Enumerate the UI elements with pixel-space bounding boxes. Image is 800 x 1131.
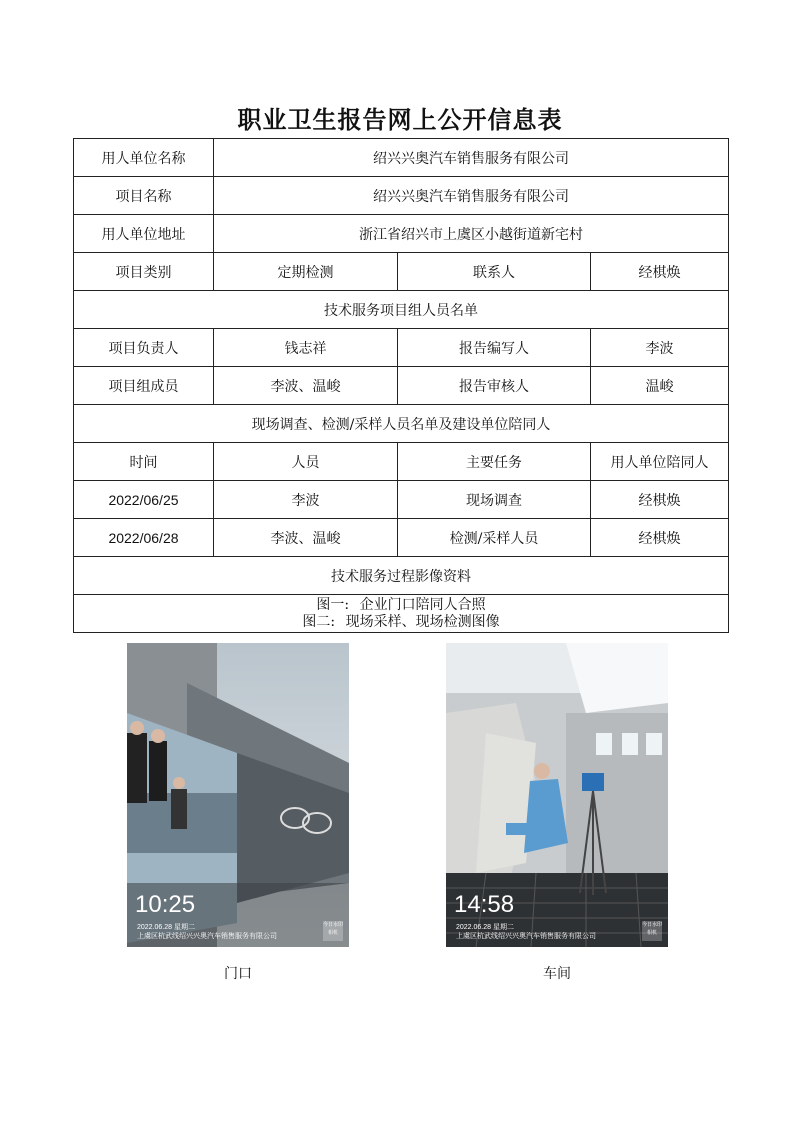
contact-label: 联系人 bbox=[398, 253, 591, 291]
record-task: 检测/采样人员 bbox=[398, 519, 591, 557]
project-type-label: 项目类别 bbox=[74, 253, 214, 291]
workshop-photo-time: 14:58 bbox=[454, 891, 515, 918]
record-companion: 经棋焕 bbox=[591, 481, 729, 519]
record-date: 2022/06/28 bbox=[74, 519, 214, 557]
images-row bbox=[74, 595, 729, 633]
project-name-label: 项目名称 bbox=[74, 177, 214, 215]
workshop-photo-date: 2022.06.28 星期二 bbox=[456, 924, 514, 931]
table-row bbox=[74, 215, 729, 253]
team-section-title: 技术服务项目组人员名单 bbox=[74, 291, 729, 329]
project-type-value: 定期检测 bbox=[214, 253, 398, 291]
writer-label: 报告编写人 bbox=[398, 329, 591, 367]
images-cell bbox=[74, 595, 729, 982]
members-label: 项目组成员 bbox=[74, 367, 214, 405]
header-time: 时间 bbox=[74, 443, 214, 481]
record-companion: 经棋焕 bbox=[591, 519, 729, 557]
table-row bbox=[74, 481, 729, 519]
figure-2-label: 图二: bbox=[302, 613, 336, 630]
workshop-photo bbox=[446, 643, 668, 947]
table-row bbox=[74, 139, 729, 177]
entrance-photo bbox=[127, 643, 349, 947]
employer-name-label: 用人单位名称 bbox=[74, 139, 214, 177]
table-row bbox=[74, 177, 729, 215]
record-task: 现场调查 bbox=[398, 481, 591, 519]
workshop-photo-location: 上虞区杭武线绍兴兴奥汽车销售服务有限公司 bbox=[456, 933, 596, 940]
table-row bbox=[74, 519, 729, 557]
header-task: 主要任务 bbox=[398, 443, 591, 481]
employer-address-value: 浙江省绍兴市上虞区小越街道新宅村 bbox=[214, 215, 729, 253]
employer-name-value: 绍兴兴奥汽车销售服务有限公司 bbox=[214, 139, 729, 177]
entrance-photo-date: 2022.06.28 星期二 bbox=[137, 924, 195, 931]
figure-1-line bbox=[74, 597, 728, 614]
workshop-photo-watermark: 今日水印相机 bbox=[642, 921, 662, 941]
project-name-value: 绍兴兴奥汽车销售服务有限公司 bbox=[214, 177, 729, 215]
table-row bbox=[74, 557, 729, 595]
leader-value: 钱志祥 bbox=[214, 329, 398, 367]
table-row bbox=[74, 291, 729, 329]
reviewer-value: 温峻 bbox=[591, 367, 729, 405]
header-companion: 用人单位陪同人 bbox=[591, 443, 729, 481]
entrance-photo-watermark: 今日水印相机 bbox=[323, 921, 343, 941]
entrance-photo-time: 10:25 bbox=[135, 891, 196, 918]
reviewer-label: 报告审核人 bbox=[398, 367, 591, 405]
table-row bbox=[74, 253, 729, 291]
workshop-photo-caption: 车间 bbox=[543, 966, 571, 982]
leader-label: 项目负责人 bbox=[74, 329, 214, 367]
table-row bbox=[74, 405, 729, 443]
table-row bbox=[74, 329, 729, 367]
table-row bbox=[74, 367, 729, 405]
contact-value: 经棋焕 bbox=[591, 253, 729, 291]
writer-value: 李波 bbox=[591, 329, 729, 367]
figure-2-line bbox=[74, 614, 728, 631]
figure-1-text: 企业门口陪同人合照 bbox=[359, 596, 486, 613]
info-table bbox=[73, 138, 729, 982]
figure-2-text: 现场采样、现场检测图像 bbox=[345, 613, 500, 630]
images-section-title: 技术服务过程影像资料 bbox=[74, 557, 729, 595]
header-staff: 人员 bbox=[214, 443, 398, 481]
employer-address-label: 用人单位地址 bbox=[74, 215, 214, 253]
survey-section-title: 现场调查、检测/采样人员名单及建设单位陪同人 bbox=[74, 405, 729, 443]
record-staff: 李波、温峻 bbox=[214, 519, 398, 557]
page-title: 职业卫生报告网上公开信息表 bbox=[237, 105, 563, 134]
record-staff: 李波 bbox=[214, 481, 398, 519]
figure-1-label: 图一: bbox=[316, 596, 350, 613]
members-value: 李波、温峻 bbox=[214, 367, 398, 405]
entrance-photo-caption: 门口 bbox=[224, 966, 252, 982]
entrance-photo-location: 上虞区杭武线绍兴兴奥汽车销售服务有限公司 bbox=[137, 933, 277, 940]
record-date: 2022/06/25 bbox=[74, 481, 214, 519]
table-header-row bbox=[74, 443, 729, 481]
